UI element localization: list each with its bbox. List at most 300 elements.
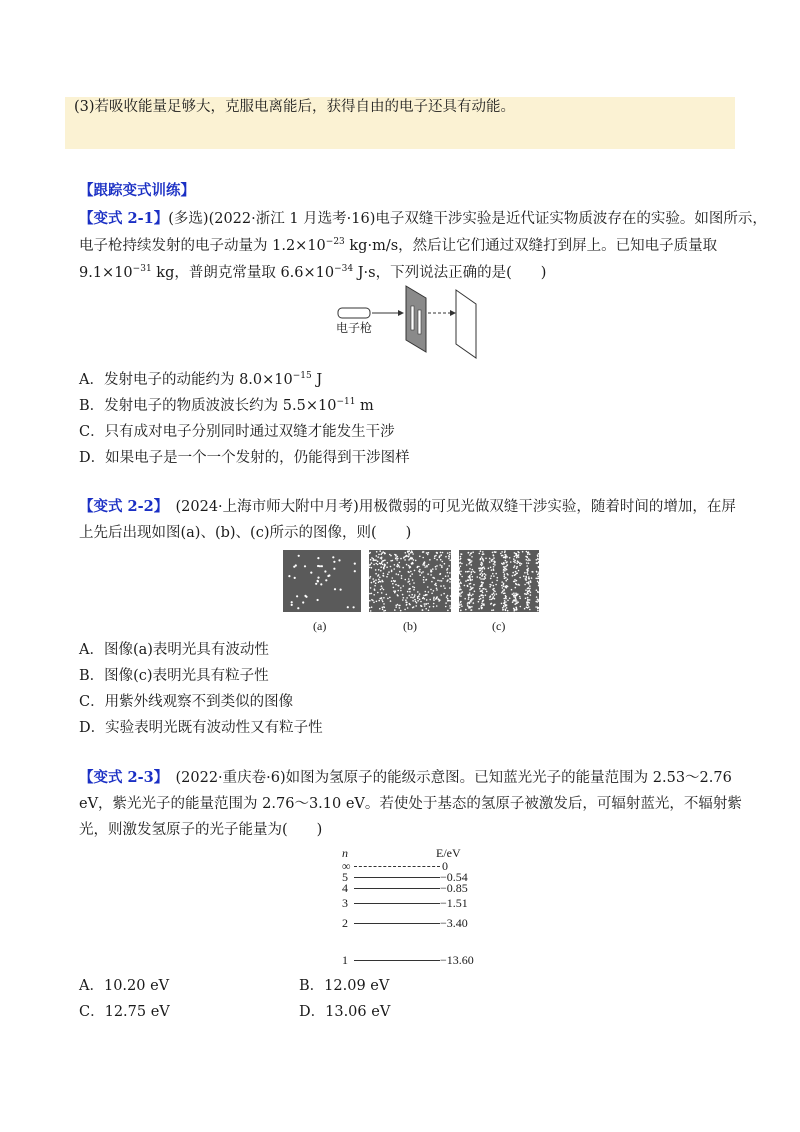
speckle-dot bbox=[447, 595, 449, 597]
speckle-dot bbox=[390, 555, 392, 557]
speckle-dot bbox=[496, 580, 498, 582]
speckle-dot bbox=[377, 561, 379, 563]
speckle-dot bbox=[493, 575, 495, 577]
speckle-dot bbox=[503, 576, 505, 578]
level-n-1: 1 bbox=[342, 953, 348, 967]
speckle-dot bbox=[491, 569, 493, 571]
speckle-dot bbox=[386, 566, 388, 568]
speckle-dot bbox=[449, 552, 451, 554]
speckle-dot bbox=[503, 571, 505, 573]
speckle-dot bbox=[504, 573, 506, 575]
speckle-dot bbox=[527, 604, 529, 606]
speckle-dot bbox=[435, 555, 437, 557]
speckle-dot bbox=[414, 594, 416, 596]
speckle-dot bbox=[424, 603, 426, 605]
speckle-dot bbox=[461, 605, 463, 607]
speckle-dot bbox=[410, 558, 412, 560]
speckle-dot bbox=[538, 600, 540, 602]
speckle-dot bbox=[524, 608, 526, 610]
speckle-dot bbox=[426, 594, 428, 596]
speckle-dot bbox=[491, 559, 493, 561]
q1-option-d[interactable]: D．如果电子是一个一个发射的，仍能得到干涉图样 bbox=[79, 450, 410, 466]
q3-option-a[interactable]: A．10.20 eV bbox=[79, 978, 170, 994]
speckle-dot bbox=[530, 594, 532, 596]
speckle-dot bbox=[426, 552, 428, 554]
speckle-dot bbox=[380, 554, 382, 556]
speckle-dot bbox=[489, 586, 491, 588]
speckle-dot bbox=[501, 551, 503, 553]
speckle-dot bbox=[383, 573, 385, 575]
speckle-dot bbox=[481, 608, 483, 610]
speckle-dot bbox=[460, 571, 462, 573]
speckle-dot bbox=[460, 595, 462, 597]
speckle-dot bbox=[505, 560, 507, 562]
speckle-dot bbox=[414, 596, 416, 598]
speckle-dot bbox=[481, 582, 483, 584]
speckle-dot bbox=[493, 557, 495, 559]
q3-line3: 光，则激发氢原子的光子能量为( ) bbox=[79, 822, 323, 838]
speckle-dot bbox=[445, 556, 447, 558]
speckle-dot bbox=[373, 564, 375, 566]
speckle-dot bbox=[519, 563, 521, 565]
q2-option-a[interactable]: A．图像(a)表明光具有波动性 bbox=[79, 642, 269, 658]
speckle-dot bbox=[317, 580, 319, 582]
speckle-dot bbox=[409, 588, 411, 590]
speckle-dot bbox=[449, 559, 451, 561]
speckle-dot bbox=[396, 573, 398, 575]
speckle-dot bbox=[527, 573, 529, 575]
q1-option-a[interactable] bbox=[79, 370, 322, 390]
speckle-dot bbox=[526, 607, 528, 609]
speckle-dot bbox=[395, 584, 397, 586]
speckle-dot bbox=[400, 610, 402, 612]
q2-tag: 【变式 2-2】 bbox=[79, 498, 161, 515]
speckle-dot bbox=[525, 589, 527, 591]
speckle-dot bbox=[395, 590, 397, 592]
speckle-dot bbox=[484, 576, 486, 578]
speckle-dot bbox=[378, 569, 380, 571]
speckle-dot bbox=[371, 606, 373, 608]
speckle-dot bbox=[405, 552, 407, 554]
q1-line3-exp2: −34 bbox=[334, 264, 354, 274]
speckle-dot bbox=[460, 566, 462, 568]
speckle-dot bbox=[419, 593, 421, 595]
speckle-dot bbox=[519, 598, 521, 600]
speckle-dot bbox=[371, 582, 373, 584]
speckle-dot bbox=[372, 558, 374, 560]
speckle-dot bbox=[459, 572, 461, 574]
speckle-dot bbox=[413, 559, 415, 561]
q3-line2: eV，紫光光子的能量范围为 2.76～3.10 eV。若使处于基态的氢原子被激发后，可辐射蓝光，不辐射紫 bbox=[79, 796, 742, 812]
speckle-dot bbox=[419, 556, 421, 558]
speckle-dot bbox=[380, 566, 382, 568]
speckle-dot bbox=[419, 569, 421, 571]
e-axis-label: E/eV bbox=[436, 846, 461, 860]
speckle-dot bbox=[467, 605, 469, 607]
speckle-dot bbox=[410, 552, 412, 554]
speckle-dot bbox=[440, 573, 442, 575]
speckle-dot bbox=[493, 554, 495, 556]
speckle-dot bbox=[502, 607, 504, 609]
speckle-dot bbox=[482, 575, 484, 577]
speckle-dot bbox=[406, 555, 408, 557]
speckle-dot bbox=[480, 598, 482, 600]
speckle-dot bbox=[394, 564, 396, 566]
speckle-dot bbox=[526, 582, 528, 584]
speckle-dot bbox=[470, 579, 472, 581]
speckle-dot bbox=[417, 600, 419, 602]
speckle-dot bbox=[504, 600, 506, 602]
speckle-dot bbox=[494, 594, 496, 596]
speckle-dot bbox=[371, 562, 373, 564]
speckle-dot bbox=[472, 576, 474, 578]
speckle-dot bbox=[375, 579, 377, 581]
speckle-dot bbox=[399, 571, 401, 573]
speckle-dot bbox=[516, 609, 518, 611]
speckle-dot bbox=[413, 606, 415, 608]
speckle-dot bbox=[409, 591, 411, 593]
speckle-dot bbox=[298, 555, 300, 557]
speckle-dot bbox=[441, 594, 443, 596]
speckle-dot bbox=[371, 567, 373, 569]
speckle-dot bbox=[538, 582, 540, 584]
q3-option-c[interactable]: C．12.75 eV bbox=[79, 1004, 170, 1020]
speckle-dot bbox=[395, 606, 397, 608]
speckle-dot bbox=[501, 581, 503, 583]
speckle-dot bbox=[374, 589, 376, 591]
speckle-dot bbox=[470, 600, 472, 602]
speckle-dot bbox=[340, 589, 342, 591]
speckle-dot bbox=[317, 557, 319, 559]
speckle-dot bbox=[469, 577, 471, 579]
speckle-dot bbox=[528, 562, 530, 564]
speckle-dot bbox=[459, 585, 461, 587]
speckle-dot bbox=[399, 566, 401, 568]
speckle-dot bbox=[417, 566, 419, 568]
speckle-dot bbox=[521, 563, 523, 565]
speckle-dot bbox=[421, 572, 423, 574]
speckle-dot bbox=[488, 568, 490, 570]
speckle-dot bbox=[296, 595, 298, 597]
speckle-dot bbox=[397, 590, 399, 592]
q2-option-d[interactable]: D．实验表明光既有波动性又有粒子性 bbox=[79, 720, 323, 736]
speckle-dot bbox=[422, 609, 424, 611]
q1-line2-pre: 电子枪持续发射的电子动量为 1.2×10 bbox=[79, 238, 326, 254]
speckle-dot bbox=[424, 561, 426, 563]
speckle-dot bbox=[433, 598, 435, 600]
speckle-dot bbox=[530, 591, 532, 593]
speckle-dot bbox=[464, 598, 466, 600]
speckle-dot bbox=[505, 604, 507, 606]
speckle-dot bbox=[492, 573, 494, 575]
speckle-dot bbox=[431, 570, 433, 572]
speckle-dot bbox=[518, 570, 520, 572]
level-e-inf: 0 bbox=[442, 859, 448, 873]
speckle-dot bbox=[460, 558, 462, 560]
speckle-dot bbox=[473, 602, 475, 604]
speckle-dot bbox=[304, 595, 306, 597]
speckle-dot bbox=[470, 564, 472, 566]
level-line-2 bbox=[354, 923, 440, 924]
speckle-dot bbox=[513, 581, 515, 583]
speckle-dot bbox=[489, 558, 491, 560]
level-e-4: −0.85 bbox=[440, 881, 468, 895]
speckle-dot bbox=[384, 565, 386, 567]
speckle-dot bbox=[389, 597, 391, 599]
speckle-dot bbox=[319, 565, 321, 567]
q3-option-d[interactable]: D．13.06 eV bbox=[299, 1004, 391, 1020]
speckle-dot bbox=[514, 552, 516, 554]
speckle-dot bbox=[406, 564, 408, 566]
speckle-dot bbox=[480, 570, 482, 572]
speckle-dot bbox=[520, 606, 522, 608]
speckle-dot bbox=[507, 586, 509, 588]
speckle-dot bbox=[472, 598, 474, 600]
speckle-dot bbox=[512, 575, 514, 577]
speckle-dot bbox=[465, 580, 467, 582]
speckle-dot bbox=[473, 584, 475, 586]
speckle-dot bbox=[525, 578, 527, 580]
speckle-dot bbox=[422, 571, 424, 573]
speckle-dot bbox=[408, 559, 410, 561]
speckle-dot bbox=[483, 588, 485, 590]
speckle-dot bbox=[480, 558, 482, 560]
speckle-dot bbox=[459, 603, 461, 605]
speckle-dot bbox=[516, 562, 518, 564]
speckle-dot bbox=[401, 577, 403, 579]
speckle-dot bbox=[291, 604, 293, 606]
speckle-dot bbox=[449, 600, 451, 602]
speckle-dot bbox=[469, 592, 471, 594]
speckle-dot bbox=[501, 585, 503, 587]
speckle-dot bbox=[526, 601, 528, 603]
speckle-dot bbox=[382, 575, 384, 577]
speckle-dot bbox=[529, 559, 531, 561]
speckle-dot bbox=[428, 610, 430, 612]
speckle-dot bbox=[459, 568, 461, 570]
speckle-dot bbox=[528, 581, 530, 583]
speckle-dot bbox=[411, 550, 413, 552]
speckle-dot bbox=[513, 561, 515, 563]
speckle-dot bbox=[501, 603, 503, 605]
speckle-dot bbox=[525, 593, 527, 595]
speckle-dot bbox=[422, 557, 424, 559]
speckle-dot bbox=[492, 597, 494, 599]
q1-tag: 【变式 2-1】 bbox=[79, 210, 169, 227]
speckle-dot bbox=[374, 585, 376, 587]
speckle-dot bbox=[440, 552, 442, 554]
speckle-dot bbox=[325, 579, 327, 581]
speckle-dot bbox=[492, 589, 494, 591]
speckle-dot bbox=[483, 553, 485, 555]
speckle-dot bbox=[353, 606, 355, 608]
speckle-dot bbox=[403, 597, 405, 599]
speckle-dot bbox=[434, 557, 436, 559]
speckle-dot bbox=[480, 586, 482, 588]
speckle-dot bbox=[474, 591, 476, 593]
speckle-dot bbox=[423, 551, 425, 553]
speckle-dot bbox=[378, 600, 380, 602]
speckle-dot bbox=[383, 560, 385, 562]
speckle-dot bbox=[504, 550, 506, 552]
speckle-dot bbox=[436, 559, 438, 561]
speckle-dot bbox=[397, 595, 399, 597]
speckle-dot bbox=[527, 553, 529, 555]
speckle-dot bbox=[527, 599, 529, 601]
speckle-dot bbox=[522, 551, 524, 553]
q3-option-b[interactable]: B．12.09 eV bbox=[299, 978, 390, 994]
speckle-dot bbox=[371, 593, 373, 595]
speckle-dot bbox=[410, 566, 412, 568]
speckle-dot bbox=[494, 564, 496, 566]
speckle-dot bbox=[485, 574, 487, 576]
q2-option-b[interactable]: B．图像(c)表明光具有粒子性 bbox=[79, 668, 269, 684]
speckle-dot bbox=[423, 579, 425, 581]
speckle-dot bbox=[333, 561, 335, 563]
speckle-dot bbox=[334, 588, 336, 590]
speckle-dot bbox=[482, 551, 484, 553]
speckle-dot bbox=[492, 582, 494, 584]
speckle-dot bbox=[489, 584, 491, 586]
q1-option-c[interactable]: C．只有成对电子分别同时通过双缝才能发生干涉 bbox=[79, 424, 395, 440]
speckle-dot bbox=[479, 599, 481, 601]
speckle-dot bbox=[397, 566, 399, 568]
speckle-dot bbox=[491, 575, 493, 577]
q1-optb-pre: B．发射电子的物质波波长约为 5.5×10 bbox=[79, 398, 337, 414]
speckle-dot bbox=[479, 573, 481, 575]
energy-level-diagram bbox=[330, 843, 490, 968]
speckle-dot bbox=[370, 587, 372, 589]
speckle-dot bbox=[470, 573, 472, 575]
level-e-5: −0.54 bbox=[440, 870, 468, 884]
speckle-dot bbox=[428, 564, 430, 566]
panel-a-label: (a) bbox=[313, 619, 327, 633]
speckle-dot bbox=[480, 564, 482, 566]
speckle-dot bbox=[400, 587, 402, 589]
q1-option-b[interactable] bbox=[79, 396, 374, 416]
speckle-dot bbox=[380, 597, 382, 599]
speckle-dot bbox=[394, 592, 396, 594]
section-heading: 【跟踪变式训练】 bbox=[79, 182, 195, 199]
speckle-dot bbox=[425, 591, 427, 593]
speckle-dot bbox=[505, 601, 507, 603]
speckle-dot bbox=[527, 568, 529, 570]
speckle-dot bbox=[317, 599, 319, 601]
speckle-dot bbox=[528, 602, 530, 604]
speckle-dot bbox=[459, 607, 461, 609]
speckle-dot bbox=[448, 558, 450, 560]
speckle-dot bbox=[383, 589, 385, 591]
speckle-dot bbox=[447, 610, 449, 612]
speckle-dot bbox=[474, 572, 476, 574]
speckle-dot bbox=[507, 600, 509, 602]
speckle-dot bbox=[391, 580, 393, 582]
screen bbox=[456, 290, 476, 358]
speckle-dot bbox=[528, 587, 530, 589]
speckle-dot bbox=[423, 582, 425, 584]
speckle-dot bbox=[377, 592, 379, 594]
speckle-dot bbox=[395, 558, 397, 560]
speckle-dot bbox=[511, 589, 513, 591]
speckle-dot bbox=[480, 606, 482, 608]
speckle-dot bbox=[304, 565, 306, 567]
speckle-dot bbox=[483, 566, 485, 568]
speckle-dot bbox=[503, 602, 505, 604]
speckle-dot bbox=[415, 605, 417, 607]
speckle-dot bbox=[482, 595, 484, 597]
speckle-dot bbox=[435, 598, 437, 600]
speckle-dot bbox=[506, 587, 508, 589]
speckle-dot bbox=[516, 607, 518, 609]
speckle-dot bbox=[469, 601, 471, 603]
speckle-dot bbox=[471, 560, 473, 562]
speckle-dot bbox=[399, 607, 401, 609]
speckle-dot bbox=[503, 589, 505, 591]
speckle-dot bbox=[536, 571, 538, 573]
interference-panels bbox=[283, 550, 543, 612]
speckle-dot bbox=[509, 598, 511, 600]
q2-line2: 上先后出现如图(a)、(b)、(c)所示的图像，则( ) bbox=[79, 525, 412, 541]
speckle-dot bbox=[536, 589, 538, 591]
speckle-dot bbox=[370, 576, 372, 578]
speckle-dot bbox=[468, 576, 470, 578]
speckle-dot bbox=[370, 559, 372, 561]
speckle-dot bbox=[383, 568, 385, 570]
speckle-dot bbox=[494, 562, 496, 564]
speckle-dot bbox=[493, 566, 495, 568]
speckle-dot bbox=[393, 568, 395, 570]
speckle-dot bbox=[513, 596, 515, 598]
speckle-dot bbox=[302, 601, 304, 603]
speckle-dot bbox=[333, 568, 335, 570]
speckle-dot bbox=[514, 556, 516, 558]
speckle-dot bbox=[479, 596, 481, 598]
speckle-dot bbox=[514, 579, 516, 581]
panel-c-label: (c) bbox=[492, 619, 506, 633]
speckle-dot bbox=[526, 562, 528, 564]
speckle-dot bbox=[472, 594, 474, 596]
speckle-dot bbox=[469, 568, 471, 570]
speckle-dot bbox=[501, 592, 503, 594]
speckle-dot bbox=[382, 601, 384, 603]
speckle-dot bbox=[480, 594, 482, 596]
speckle-dot bbox=[516, 602, 518, 604]
speckle-dot bbox=[383, 603, 385, 605]
speckle-dot bbox=[505, 580, 507, 582]
panel-b-label: (b) bbox=[403, 619, 417, 633]
speckle-dot bbox=[376, 563, 378, 565]
q1-line1-text: (多选)(2022·浙江 1 月选考·16)电子双缝干涉实验是近代证实物质波存在的实验。如图所示， bbox=[168, 211, 767, 227]
speckle-dot bbox=[537, 554, 539, 556]
slit-upper bbox=[411, 306, 414, 330]
speckle-dot bbox=[425, 603, 427, 605]
speckle-dot bbox=[489, 561, 491, 563]
level-n-inf: ∞ bbox=[342, 859, 351, 873]
slit-lower bbox=[418, 310, 421, 334]
speckle-dot bbox=[383, 597, 385, 599]
speckle-dot bbox=[515, 597, 517, 599]
speckle-dot bbox=[460, 604, 462, 606]
speckle-dot bbox=[431, 593, 433, 595]
speckle-dot bbox=[490, 578, 492, 580]
speckle-dot bbox=[504, 578, 506, 580]
q2-option-c[interactable]: C．用紫外线观察不到类似的图像 bbox=[79, 694, 294, 710]
speckle-dot bbox=[449, 581, 451, 583]
speckle-dot bbox=[449, 572, 451, 574]
speckle-dot bbox=[506, 556, 508, 558]
speckle-dot bbox=[412, 586, 414, 588]
speckle-dot bbox=[502, 609, 504, 611]
